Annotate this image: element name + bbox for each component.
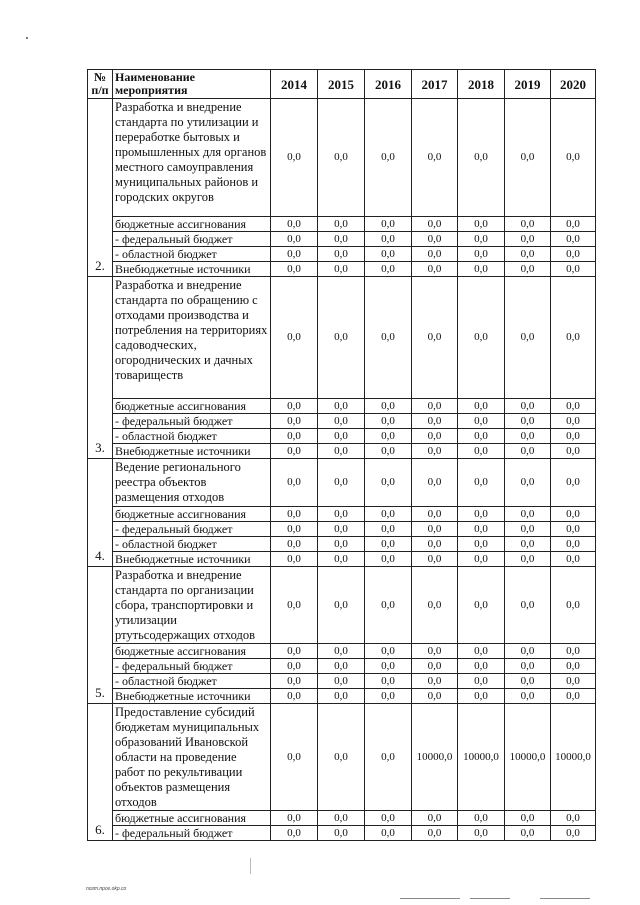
funding-value-cell: 0,0 xyxy=(318,537,365,552)
activity-value-cell: 0,0 xyxy=(271,99,318,217)
funding-value-cell: 0,0 xyxy=(412,674,458,689)
header-year: 2020 xyxy=(551,70,596,99)
funding-value-cell: 0,0 xyxy=(318,522,365,537)
funding-value-cell: 0,0 xyxy=(412,217,458,232)
funding-value-cell: 0,0 xyxy=(365,537,412,552)
funding-source-label: - федеральный бюджет xyxy=(113,659,271,674)
speck-mark xyxy=(26,37,28,39)
funding-value-cell: 0,0 xyxy=(458,826,505,841)
activity-number: 5. xyxy=(88,567,113,704)
funding-value-cell: 0,0 xyxy=(318,689,365,704)
header-year: 2018 xyxy=(458,70,505,99)
activity-value-cell: 0,0 xyxy=(365,567,412,644)
funding-value-cell: 0,0 xyxy=(365,826,412,841)
funding-value-cell: 0,0 xyxy=(271,247,318,262)
funding-value-cell: 0,0 xyxy=(551,217,596,232)
activity-value-cell: 0,0 xyxy=(412,99,458,217)
header-year: 2015 xyxy=(318,70,365,99)
funding-value-cell: 0,0 xyxy=(551,247,596,262)
funding-source-label: - федеральный бюджет xyxy=(113,232,271,247)
funding-value-cell: 0,0 xyxy=(271,659,318,674)
funding-value-cell: 0,0 xyxy=(318,674,365,689)
funding-value-cell: 0,0 xyxy=(551,537,596,552)
activity-value-cell: 0,0 xyxy=(505,567,551,644)
funding-value-cell: 0,0 xyxy=(458,399,505,414)
funding-value-cell: 0,0 xyxy=(505,689,551,704)
funding-value-cell: 0,0 xyxy=(412,399,458,414)
funding-value-cell: 0,0 xyxy=(271,444,318,459)
funding-value-cell: 0,0 xyxy=(505,644,551,659)
funding-value-cell: 0,0 xyxy=(505,232,551,247)
funding-source-row xyxy=(88,217,596,232)
activity-number: 6. xyxy=(88,704,113,841)
activity-value-cell: 0,0 xyxy=(458,567,505,644)
activity-value-cell: 0,0 xyxy=(412,459,458,507)
funding-value-cell: 0,0 xyxy=(551,552,596,567)
funding-value-cell: 0,0 xyxy=(458,444,505,459)
activity-value-cell: 0,0 xyxy=(505,277,551,399)
funding-value-cell: 0,0 xyxy=(458,552,505,567)
activity-value-cell: 0,0 xyxy=(551,459,596,507)
funding-value-cell: 0,0 xyxy=(365,414,412,429)
funding-source-label: Внебюджетные источники xyxy=(113,689,271,704)
funding-source-label: - федеральный бюджет xyxy=(113,522,271,537)
funding-value-cell: 0,0 xyxy=(505,399,551,414)
funding-value-cell: 0,0 xyxy=(271,537,318,552)
header-row xyxy=(88,70,596,99)
activity-value-cell: 0,0 xyxy=(458,459,505,507)
funding-value-cell: 0,0 xyxy=(271,826,318,841)
activity-row xyxy=(88,704,596,811)
activity-value-cell: 0,0 xyxy=(271,277,318,399)
scan-mark xyxy=(250,858,251,874)
funding-source-row xyxy=(88,537,596,552)
funding-source-label: - федеральный бюджет xyxy=(113,414,271,429)
funding-source-row xyxy=(88,689,596,704)
funding-value-cell: 0,0 xyxy=(458,414,505,429)
funding-value-cell: 0,0 xyxy=(505,429,551,444)
funding-source-row xyxy=(88,232,596,247)
funding-source-row xyxy=(88,674,596,689)
header-name: Наименование мероприятия xyxy=(113,70,271,99)
activity-row xyxy=(88,567,596,644)
activity-value-cell: 10000,0 xyxy=(458,704,505,811)
funding-value-cell: 0,0 xyxy=(505,522,551,537)
funding-value-cell: 0,0 xyxy=(505,247,551,262)
activity-value-cell: 0,0 xyxy=(505,99,551,217)
funding-value-cell: 0,0 xyxy=(412,552,458,567)
activity-value-cell: 0,0 xyxy=(318,277,365,399)
funding-value-cell: 0,0 xyxy=(551,811,596,826)
funding-value-cell: 0,0 xyxy=(271,262,318,277)
funding-value-cell: 0,0 xyxy=(505,507,551,522)
funding-value-cell: 0,0 xyxy=(318,644,365,659)
funding-value-cell: 0,0 xyxy=(458,522,505,537)
funding-source-row xyxy=(88,507,596,522)
funding-source-row xyxy=(88,644,596,659)
funding-source-row xyxy=(88,262,596,277)
funding-value-cell: 0,0 xyxy=(365,811,412,826)
funding-value-cell: 0,0 xyxy=(412,659,458,674)
funding-value-cell: 0,0 xyxy=(271,414,318,429)
funding-source-label: бюджетные ассигнования xyxy=(113,217,271,232)
funding-source-row xyxy=(88,552,596,567)
funding-value-cell: 0,0 xyxy=(505,826,551,841)
activity-value-cell: 10000,0 xyxy=(412,704,458,811)
funding-value-cell: 0,0 xyxy=(365,552,412,567)
funding-value-cell: 0,0 xyxy=(412,689,458,704)
funding-value-cell: 0,0 xyxy=(271,232,318,247)
activity-row xyxy=(88,459,596,507)
activity-value-cell: 0,0 xyxy=(365,704,412,811)
funding-value-cell: 0,0 xyxy=(318,247,365,262)
funding-value-cell: 0,0 xyxy=(458,232,505,247)
funding-value-cell: 0,0 xyxy=(412,429,458,444)
funding-source-row xyxy=(88,522,596,537)
funding-source-label: бюджетные ассигнования xyxy=(113,811,271,826)
activity-value-cell: 0,0 xyxy=(318,704,365,811)
funding-value-cell: 0,0 xyxy=(365,507,412,522)
funding-source-label: - областной бюджет xyxy=(113,429,271,444)
funding-source-label: - федеральный бюджет xyxy=(113,826,271,841)
funding-value-cell: 0,0 xyxy=(551,644,596,659)
activity-value-cell: 0,0 xyxy=(365,459,412,507)
funding-value-cell: 0,0 xyxy=(365,429,412,444)
funding-value-cell: 0,0 xyxy=(458,217,505,232)
funding-value-cell: 0,0 xyxy=(412,232,458,247)
funding-value-cell: 0,0 xyxy=(551,507,596,522)
funding-source-label: - областной бюджет xyxy=(113,247,271,262)
funding-value-cell: 0,0 xyxy=(458,429,505,444)
funding-value-cell: 0,0 xyxy=(505,414,551,429)
funding-value-cell: 0,0 xyxy=(318,217,365,232)
funding-value-cell: 0,0 xyxy=(551,826,596,841)
header-num: № п/п xyxy=(88,70,113,99)
funding-value-cell: 0,0 xyxy=(318,811,365,826)
funding-source-row xyxy=(88,811,596,826)
funding-value-cell: 0,0 xyxy=(271,429,318,444)
funding-value-cell: 0,0 xyxy=(458,689,505,704)
footer-line xyxy=(400,898,460,899)
funding-value-cell: 0,0 xyxy=(365,399,412,414)
activity-value-cell: 10000,0 xyxy=(505,704,551,811)
funding-value-cell: 0,0 xyxy=(318,262,365,277)
funding-value-cell: 0,0 xyxy=(458,644,505,659)
funding-value-cell: 0,0 xyxy=(551,522,596,537)
activity-value-cell: 0,0 xyxy=(412,277,458,399)
funding-value-cell: 0,0 xyxy=(318,399,365,414)
funding-source-label: Внебюджетные источники xyxy=(113,552,271,567)
funding-source-row xyxy=(88,414,596,429)
activity-value-cell: 0,0 xyxy=(551,99,596,217)
funding-value-cell: 0,0 xyxy=(505,674,551,689)
funding-source-label: Внебюджетные источники xyxy=(113,444,271,459)
activity-value-cell: 0,0 xyxy=(271,704,318,811)
program-funding-table xyxy=(87,69,596,841)
funding-value-cell: 0,0 xyxy=(551,429,596,444)
funding-value-cell: 0,0 xyxy=(365,247,412,262)
funding-source-label: бюджетные ассигнования xyxy=(113,507,271,522)
activity-title: Предоставление субсидий бюджетам муниципальных образований Ивановской области на проведение работ по рекультивации объектов размещения отходов xyxy=(113,704,271,811)
footer-line xyxy=(470,898,510,899)
header-year: 2019 xyxy=(505,70,551,99)
table-body xyxy=(88,70,596,841)
funding-value-cell: 0,0 xyxy=(318,659,365,674)
funding-source-label: бюджетные ассигнования xyxy=(113,399,271,414)
funding-value-cell: 0,0 xyxy=(505,217,551,232)
funding-value-cell: 0,0 xyxy=(412,247,458,262)
funding-value-cell: 0,0 xyxy=(318,414,365,429)
activity-value-cell: 0,0 xyxy=(412,567,458,644)
activity-number: 3. xyxy=(88,277,113,459)
funding-value-cell: 0,0 xyxy=(271,644,318,659)
header-year: 2016 xyxy=(365,70,412,99)
funding-source-label: - областной бюджет xyxy=(113,674,271,689)
funding-source-row xyxy=(88,826,596,841)
activity-value-cell: 0,0 xyxy=(458,99,505,217)
funding-source-label: Внебюджетные источники xyxy=(113,262,271,277)
funding-value-cell: 0,0 xyxy=(365,689,412,704)
funding-value-cell: 0,0 xyxy=(505,811,551,826)
activity-title: Ведение регионального реестра объектов размещения отходов xyxy=(113,459,271,507)
activity-value-cell: 0,0 xyxy=(271,567,318,644)
funding-value-cell: 0,0 xyxy=(271,674,318,689)
activity-value-cell: 0,0 xyxy=(318,567,365,644)
funding-value-cell: 0,0 xyxy=(318,507,365,522)
funding-value-cell: 0,0 xyxy=(365,659,412,674)
funding-value-cell: 0,0 xyxy=(551,232,596,247)
header-year: 2017 xyxy=(412,70,458,99)
activity-number: 4. xyxy=(88,459,113,567)
funding-value-cell: 0,0 xyxy=(271,217,318,232)
funding-value-cell: 0,0 xyxy=(505,537,551,552)
funding-value-cell: 0,0 xyxy=(458,659,505,674)
funding-value-cell: 0,0 xyxy=(505,659,551,674)
funding-value-cell: 0,0 xyxy=(412,811,458,826)
funding-value-cell: 0,0 xyxy=(458,674,505,689)
funding-value-cell: 0,0 xyxy=(505,444,551,459)
funding-value-cell: 0,0 xyxy=(505,262,551,277)
funding-value-cell: 0,0 xyxy=(458,262,505,277)
activity-value-cell: 10000,0 xyxy=(551,704,596,811)
funding-value-cell: 0,0 xyxy=(412,644,458,659)
activity-value-cell: 0,0 xyxy=(458,277,505,399)
footer-line xyxy=(540,898,590,899)
funding-source-row xyxy=(88,659,596,674)
funding-value-cell: 0,0 xyxy=(271,552,318,567)
funding-value-cell: 0,0 xyxy=(365,232,412,247)
activity-value-cell: 0,0 xyxy=(318,99,365,217)
funding-source-row xyxy=(88,444,596,459)
activity-value-cell: 0,0 xyxy=(551,567,596,644)
funding-value-cell: 0,0 xyxy=(412,507,458,522)
funding-value-cell: 0,0 xyxy=(365,444,412,459)
funding-value-cell: 0,0 xyxy=(458,507,505,522)
funding-value-cell: 0,0 xyxy=(551,262,596,277)
activity-value-cell: 0,0 xyxy=(505,459,551,507)
funding-value-cell: 0,0 xyxy=(551,689,596,704)
funding-value-cell: 0,0 xyxy=(551,659,596,674)
funding-value-cell: 0,0 xyxy=(412,537,458,552)
funding-value-cell: 0,0 xyxy=(365,217,412,232)
activity-value-cell: 0,0 xyxy=(551,277,596,399)
funding-value-cell: 0,0 xyxy=(271,522,318,537)
funding-value-cell: 0,0 xyxy=(412,522,458,537)
activity-title: Разработка и внедрение стандарта по организации сбора, транспортировки и утилизации ртутьсодержащих отходов xyxy=(113,567,271,644)
funding-value-cell: 0,0 xyxy=(458,537,505,552)
funding-value-cell: 0,0 xyxy=(318,232,365,247)
activity-value-cell: 0,0 xyxy=(365,277,412,399)
funding-value-cell: 0,0 xyxy=(318,429,365,444)
funding-value-cell: 0,0 xyxy=(318,552,365,567)
funding-value-cell: 0,0 xyxy=(365,644,412,659)
funding-value-cell: 0,0 xyxy=(271,507,318,522)
funding-source-row xyxy=(88,247,596,262)
funding-value-cell: 0,0 xyxy=(551,399,596,414)
funding-value-cell: 0,0 xyxy=(365,522,412,537)
funding-value-cell: 0,0 xyxy=(412,414,458,429)
funding-value-cell: 0,0 xyxy=(412,262,458,277)
funding-value-cell: 0,0 xyxy=(271,689,318,704)
funding-source-label: бюджетные ассигнования xyxy=(113,644,271,659)
funding-value-cell: 0,0 xyxy=(318,444,365,459)
activity-title: Разработка и внедрение стандарта по утилизации и переработке бытовых и промышленных для органов местного самоуправления муниципальных районов и городских округов xyxy=(113,99,271,217)
footer-stamp: noзт.npoг.okp.co xyxy=(86,886,127,892)
funding-value-cell: 0,0 xyxy=(458,811,505,826)
activity-value-cell: 0,0 xyxy=(271,459,318,507)
funding-value-cell: 0,0 xyxy=(365,674,412,689)
funding-value-cell: 0,0 xyxy=(271,811,318,826)
funding-value-cell: 0,0 xyxy=(365,262,412,277)
funding-source-label: - областной бюджет xyxy=(113,537,271,552)
funding-value-cell: 0,0 xyxy=(318,826,365,841)
funding-source-row xyxy=(88,429,596,444)
funding-value-cell: 0,0 xyxy=(551,444,596,459)
activity-row xyxy=(88,277,596,399)
funding-value-cell: 0,0 xyxy=(551,414,596,429)
funding-source-row xyxy=(88,399,596,414)
funding-value-cell: 0,0 xyxy=(412,826,458,841)
activity-title: Разработка и внедрение стандарта по обращению с отходами производства и потребления на территориях садоводческих, огороднических и дачных товариществ xyxy=(113,277,271,399)
header-year: 2014 xyxy=(271,70,318,99)
funding-value-cell: 0,0 xyxy=(271,399,318,414)
funding-value-cell: 0,0 xyxy=(458,247,505,262)
funding-value-cell: 0,0 xyxy=(412,444,458,459)
activity-value-cell: 0,0 xyxy=(365,99,412,217)
activity-number: 2. xyxy=(88,99,113,277)
funding-value-cell: 0,0 xyxy=(551,674,596,689)
activity-row xyxy=(88,99,596,217)
funding-value-cell: 0,0 xyxy=(505,552,551,567)
activity-value-cell: 0,0 xyxy=(318,459,365,507)
